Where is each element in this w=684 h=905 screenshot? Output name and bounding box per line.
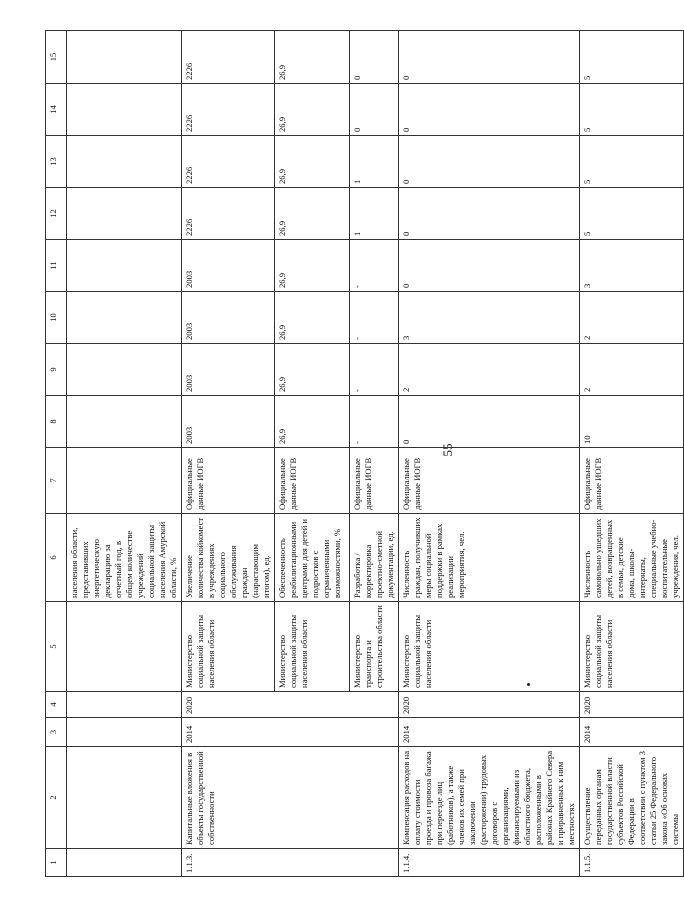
value-cell: 3 [580, 240, 684, 292]
value-cell: - [350, 396, 399, 448]
col-header: 5 [46, 602, 67, 692]
value-cell: 1 [350, 136, 399, 188]
value-cell: 0 [399, 396, 580, 448]
table-row [399, 31, 580, 877]
value-cell: 2 [399, 344, 580, 396]
col-header: 2 [46, 747, 67, 849]
value-cell: 26,9 [275, 31, 350, 84]
item-number: 1.1.5. [580, 849, 684, 877]
end-year: 2020 [182, 692, 399, 718]
indicator-cell: Увеличение количества койкомест в учреждениях социального обслуживания граждан (нарастающим итогом), ед. [182, 514, 275, 602]
value-cell: 1 [350, 188, 399, 240]
value-cell: 3 [399, 292, 580, 344]
col-header: 10 [46, 292, 67, 344]
value-cell: 2003 [182, 292, 275, 344]
col-header: 11 [46, 240, 67, 292]
value-cell: 2226 [182, 188, 275, 240]
value-cell: 5 [580, 31, 684, 84]
start-year: 2014 [399, 718, 580, 747]
indicator-cell: населения области, представивших энергетическую декларацию за отчетный год, в общем количестве учреждений социальной защиты населения Амурской области, % [67, 514, 182, 602]
value-cell: 26,9 [275, 84, 350, 136]
start-year: 2014 [182, 718, 399, 747]
value-cell: 2 [580, 292, 684, 344]
value-cell: 2003 [182, 396, 275, 448]
executor-cell: Министерство социальной защиты населения области [399, 602, 580, 692]
measure-name: Капитальные вложения в объекты государственной собственности [182, 747, 399, 849]
col-header: 6 [46, 514, 67, 602]
value-cell: 2226 [182, 136, 275, 188]
executor-cell: Министерство социальной защиты населения области [580, 602, 684, 692]
source-cell: Официальные данные ИОГВ [399, 448, 580, 514]
col-header: 13 [46, 136, 67, 188]
value-cell: 0 [350, 31, 399, 84]
value-cell: 2003 [182, 344, 275, 396]
value-cell: 0 [350, 84, 399, 136]
col-header: 3 [46, 718, 67, 747]
program-measures-table [45, 30, 684, 877]
indicator-cell: Разработка /корректировка проектно-сметной документации, ед. [350, 514, 399, 602]
page-number: 55 [440, 443, 455, 457]
indicator-cell: Обеспеченность реабилитационными центрами для детей и подростков с ограниченными возможностями, % [275, 514, 350, 602]
col-header: 4 [46, 692, 67, 718]
rotated-table-container [45, 32, 680, 877]
value-cell: 10 [580, 396, 684, 448]
value-cell: 5 [580, 188, 684, 240]
start-year: 2014 [580, 718, 684, 747]
item-number: 1.1.4. [399, 849, 580, 877]
value-cell: 0 [399, 240, 580, 292]
source-cell: Официальные данные ИОГВ [580, 448, 684, 514]
value-cell: 2 [580, 344, 684, 396]
value-cell: 5 [580, 84, 684, 136]
value-cell: 0 [399, 188, 580, 240]
col-header: 15 [46, 31, 67, 84]
measure-name: Компенсация расходов на оплату стоимости проезда и провоза багажа при переезде лиц (работников), а также членов их семей при заключении (расторжении) трудовых договоров с организациями, финансируемыми из областного бюджета, расположенными в районах Крайнего Севера и приравненных к ним местностях [399, 747, 580, 849]
source-cell: Официальные данные ИОГВ [350, 448, 399, 514]
value-cell: 2003 [182, 240, 275, 292]
measure-name: Осуществление переданных органам государственной власти субъектов Российской Федерации в соответствии с пунктом 3 статьи 25 Федерального закона «Об основах системы [580, 747, 684, 849]
executor-cell: Министерство социальной защиты населения области [182, 602, 275, 692]
value-cell: 26,9 [275, 188, 350, 240]
executor-cell: Министерство транспорта и строительства области [350, 602, 399, 692]
indicator-cell: Численность самовольно ушедших детей, возвращенных в семьи, детские дома, школы-интернаты, специальные учебно-воспитательные учреждения, чел. [580, 514, 684, 602]
value-cell: 2226 [182, 31, 275, 84]
value-cell: 26,9 [275, 136, 350, 188]
value-cell: - [350, 292, 399, 344]
end-year: 2020 [399, 692, 580, 718]
value-cell: - [350, 344, 399, 396]
end-year: 2020 [580, 692, 684, 718]
value-cell: 26,9 [275, 292, 350, 344]
item-number: 1.1.3. [182, 849, 399, 877]
value-cell: 5 [580, 136, 684, 188]
value-cell: 0 [399, 136, 580, 188]
value-cell: 26,9 [275, 344, 350, 396]
source-cell: Официальные данные ИОГВ [182, 448, 275, 514]
table-row [580, 31, 684, 877]
value-cell: 0 [399, 31, 580, 84]
col-header: 14 [46, 84, 67, 136]
col-header: 7 [46, 448, 67, 514]
source-cell: Официальные данные ИОГВ [275, 448, 350, 514]
indicator-cell: Численность граждан, получивших меры социальной поддержки в рамках реализации мероприятия, чел. [399, 514, 580, 602]
value-cell: - [350, 240, 399, 292]
executor-cell: Министерство социальной защиты населения области [275, 602, 350, 692]
value-cell: 2226 [182, 84, 275, 136]
value-cell: 26,9 [275, 396, 350, 448]
col-header: 8 [46, 396, 67, 448]
value-cell: 0 [399, 84, 580, 136]
col-header: 12 [46, 188, 67, 240]
col-header: 1 [46, 849, 67, 877]
table-row [182, 31, 275, 877]
col-header: 9 [46, 344, 67, 396]
column-numbers-row [46, 31, 67, 877]
value-cell: 26,9 [275, 240, 350, 292]
table-row [67, 31, 182, 877]
